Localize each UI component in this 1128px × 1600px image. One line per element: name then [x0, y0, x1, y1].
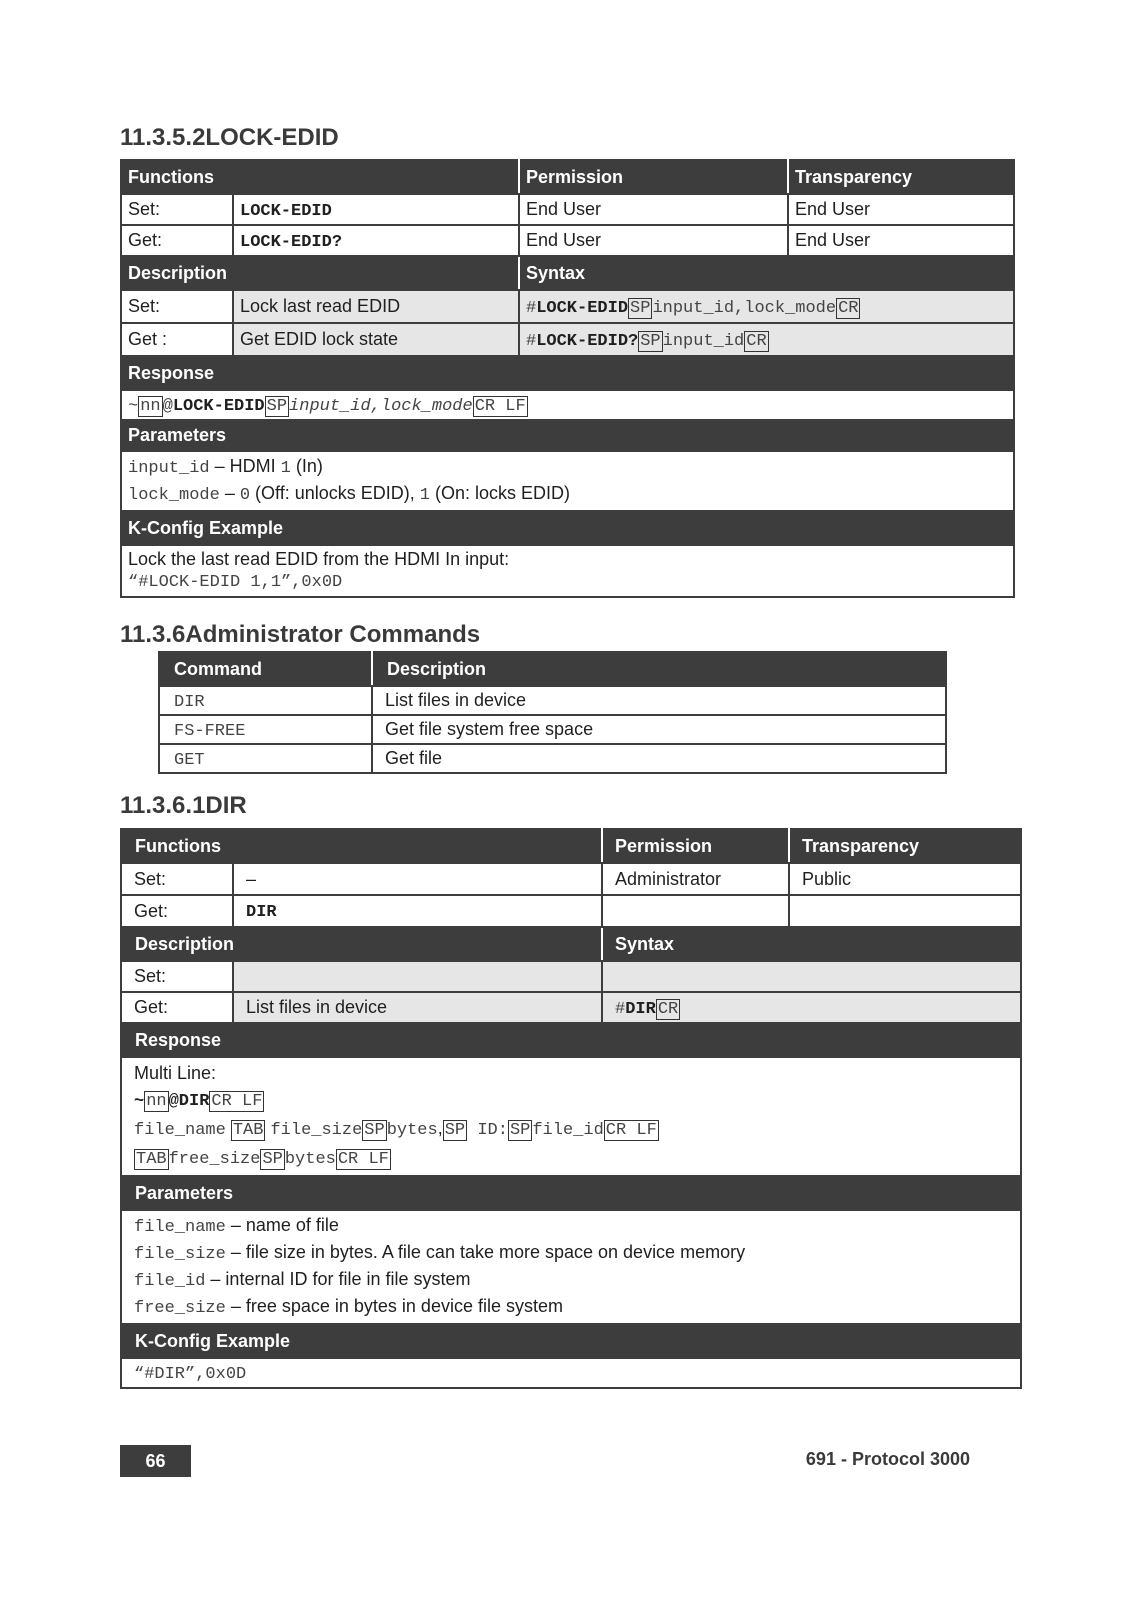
command-cell: FS-FREE — [159, 715, 372, 744]
page-number: 66 — [120, 1445, 191, 1477]
param-lock-mode: lock_mode – 0 (Off: unlocks EDID), 1 (On: locks EDID) — [128, 483, 570, 505]
syntax-set: #LOCK-EDID SP input_id,lock_mode CR — [519, 290, 1014, 323]
response-line-1: ~ nn @DIR CR LF — [134, 1092, 263, 1111]
get-transparency: End User — [788, 225, 1014, 256]
get-permission: End User — [519, 225, 788, 256]
desc-get: List files in device — [233, 992, 602, 1023]
get-transparency — [789, 895, 1021, 927]
response-header: Response — [121, 356, 1014, 390]
syntax-get: #DIR CR — [602, 992, 1021, 1023]
get-label: Get: — [121, 895, 233, 927]
kconfig-body — [121, 545, 1014, 597]
command-header: Command — [159, 652, 372, 686]
kconfig-body — [121, 1358, 1021, 1388]
section-heading-admin-commands — [120, 621, 480, 649]
syntax-get: #LOCK-EDID? SP input_id CR — [519, 323, 1014, 356]
parameters-body — [121, 1210, 1021, 1324]
command-cell: GET — [159, 744, 372, 773]
set-function: LOCK-EDID — [240, 201, 332, 221]
transparency-header: Transparency — [788, 160, 1014, 194]
set-permission: End User — [519, 194, 788, 225]
kconfig-text: Lock the last read EDID from the HDMI In input: — [128, 549, 510, 569]
transparency-header: Transparency — [789, 829, 1021, 863]
desc-set-label: Set: — [121, 290, 233, 323]
dir-table — [120, 828, 1022, 1389]
param-free-size: free_size – free space in bytes in device file system — [134, 1296, 563, 1318]
command-cell: DIR — [159, 686, 372, 715]
description-cell: Get file — [372, 744, 946, 773]
response-body — [121, 1057, 1021, 1176]
response-line: ~ nn @LOCK-EDID SP input_id,lock_mode CR LF — [121, 390, 1014, 420]
get-function: LOCK-EDID? — [240, 232, 343, 252]
description-cell: Get file system free space — [372, 715, 946, 744]
heading-title: LOCK-EDID — [205, 124, 339, 151]
set-transparency: End User — [788, 194, 1014, 225]
permission-header: Permission — [602, 829, 789, 863]
description-header: Description — [121, 256, 519, 290]
param-file-name: file_name – name of file — [134, 1215, 339, 1237]
desc-get: Get EDID lock state — [233, 323, 519, 356]
kconfig-header: K-Config Example — [121, 511, 1014, 545]
functions-header: Functions — [121, 160, 519, 194]
description-header: Description — [372, 652, 946, 686]
set-permission: Administrator — [602, 863, 789, 895]
kconfig-code: “#LOCK-EDID 1,1”,0x0D — [128, 573, 343, 592]
heading-number: 11.3.6 — [120, 621, 186, 648]
document-title: 691 - Protocol 3000 — [805, 1449, 970, 1469]
desc-set-label: Set: — [121, 961, 233, 992]
syntax-header: Syntax — [602, 927, 1021, 961]
functions-header: Functions — [121, 829, 602, 863]
heading-title: DIR — [205, 792, 247, 819]
kconfig-header: K-Config Example — [121, 1324, 1021, 1358]
response-line-2: file_name TAB file_size SP bytes, SP ID: SP file_id CR LF — [134, 1118, 657, 1140]
admin-commands-table — [158, 651, 947, 774]
syntax-header: Syntax — [519, 256, 1014, 290]
description-header: Description — [121, 927, 602, 961]
set-transparency: Public — [789, 863, 1021, 895]
section-heading-dir — [120, 792, 247, 820]
param-file-size: file_size – file size in bytes. A file can take more space on device memory — [134, 1242, 746, 1264]
desc-set — [233, 961, 602, 992]
syntax-set — [602, 961, 1021, 992]
set-function: – — [233, 863, 602, 895]
description-cell: List files in device — [372, 686, 946, 715]
parameters-body — [121, 451, 1014, 511]
response-line-3: TAB free_size SP bytes CR LF — [136, 1150, 389, 1169]
get-label: Get: — [121, 225, 233, 256]
desc-set: Lock last read EDID — [233, 290, 519, 323]
heading-title: Administrator Commands — [185, 621, 481, 648]
param-file-id: file_id – internal ID for file in file system — [134, 1269, 471, 1291]
heading-number: 11.3.6.1 — [120, 792, 206, 819]
heading-number: 11.3.5.2 — [120, 124, 206, 151]
response-header: Response — [121, 1023, 1021, 1057]
response-multiline-label: Multi Line: — [134, 1063, 217, 1083]
set-label: Set: — [121, 863, 233, 895]
lock-edid-table — [120, 159, 1015, 598]
desc-get-label: Get : — [121, 323, 233, 356]
parameters-header: Parameters — [121, 1176, 1021, 1210]
kconfig-code: “#DIR”,0x0D — [134, 1365, 247, 1384]
section-heading-lock-edid — [120, 124, 339, 152]
parameters-header: Parameters — [121, 420, 1014, 451]
permission-header: Permission — [519, 160, 788, 194]
set-label: Set: — [121, 194, 233, 225]
get-function: DIR — [246, 903, 277, 922]
get-permission — [602, 895, 789, 927]
param-input-id: input_id – HDMI 1 (In) — [128, 456, 323, 478]
desc-get-label: Get: — [121, 992, 233, 1023]
